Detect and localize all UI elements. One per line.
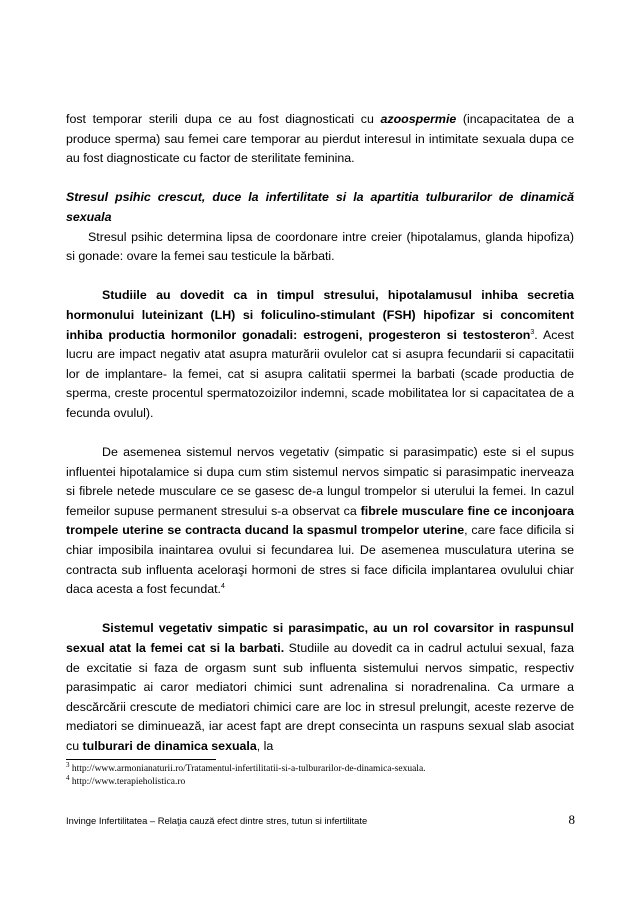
bold-text: fibrele musculare fine ce inconjoara trompele uterine se contracta ducand la spasmul trompelor uterine (66, 503, 574, 538)
body-text (66, 110, 574, 757)
page-footer: Invinge Infertilitatea – Relaţia cauză efect dintre stres, tutun si infertilitate (66, 815, 368, 826)
page-number: 8 (568, 812, 575, 827)
footnote-divider (66, 759, 216, 760)
footnote-number: 4 (66, 773, 70, 782)
paragraph-text: De asemenea sistemul nervos vegetativ (simpatic si parasimpatic) este si el supus influentei hipotalamice si dupa cum stim sistemul nervos simpatic si parasimpatic inerveaza si fibrele netede musculare ce se gasesc de-a lungul trompelor si uterului la femei. In cazul femeilor supuse permanent stresului s-a observat ca (66, 445, 574, 518)
footnote-link[interactable]: http://www.terapieholistica.ro (71, 777, 186, 787)
footnotes (66, 760, 574, 789)
footnote-ref-4[interactable]: 4 (221, 583, 225, 591)
paragraph-1 (66, 110, 574, 169)
paragraph-4 (66, 443, 574, 600)
paragraph-text: fost temporar sterili dupa ce au fost diagnosticati cu (66, 112, 381, 126)
paragraph-text: , la (256, 739, 274, 753)
paragraph-3 (66, 286, 574, 423)
bold-text: tulburari de dinamica sexuala (82, 739, 257, 753)
footnote-ref-3[interactable]: 3 (530, 328, 535, 336)
footnote-item (66, 760, 574, 776)
paragraph-text: . Acest lucru are impact negativ atat asupra maturării ovulelor cat si asupra fecundarii si capacitatii lor de implantare- la femei, cat si asupra calitatii spermei la barbati (scade productia de sperma, creste procentul spermatozoizilor indemni, scade mobilitatea lor si capacitatea de a fecunda ovulul). (66, 327, 574, 420)
paragraph-text: , care face dificila si chiar imposibila inaintarea ovului si fecundarea lui. De asemenea musculatura uterina se contracta sub influenta aceloraşi hormoni de stres si face dificila implantarea ovulului chiar daca acesta a fost fecundat. (66, 523, 574, 597)
footnote-number: 3 (66, 760, 70, 769)
footnote-link[interactable]: http://www.armonianaturii.ro/Tratamentul-infertilitatii-si-a-tulburarilor-de-dinamica-sexuala. (71, 764, 426, 774)
term-azoospermie: azoospermie (380, 112, 457, 126)
paragraph-text: Studiile au dovedit ca in cadrul actului sexual, faza de excitatie si faza de orgasm sunt sub influenta sistemului nervos simpatic, respectiv parasimpatic ai caror mediatori chimici sunt adrenalina si noradrenalina. Ca urmare a descărcării crescute de mediatori chimici care are loc in stresul prelungit, aceste rezerve de mediatori se diminuează, iar acest fapt are drept consecinta un raspuns sexual slab asociat cu (66, 641, 574, 753)
footnote-item (66, 773, 574, 789)
paragraph-2: Stresul psihic determina lipsa de coordonare intre creier (hipotalamus, glanda hipofiza) si gonade: ovare la femei sau testicule la bărbati. (66, 229, 574, 264)
bold-text: Sistemul vegetativ simpatic si parasimpatic, au un rol covarsitor in raspunsul sexual atat la femei cat si la barbati. (66, 621, 574, 656)
paragraph-5 (66, 619, 574, 756)
paragraph-text: (incapacitatea de a produce sperma) sau femei care temporar au pierdut interesul in intimitate sexuala dupa ce au fost diagnosticate cu factor de sterilitate feminina. (66, 112, 574, 166)
bold-text: Studiile au dovedit ca in timpul stresului, hipotalamusul inhiba secretia hormonului luteinizant (LH) si foliculino-stimulant (FSH) hipofizar si concomitent inhiba productia hormonilor gonadali: estrogeni, progesteron si testosteron (66, 288, 574, 342)
section-heading: Stresul psihic crescut, duce la infertilitate si la apartitia tulburarilor de dinamică sexuala (66, 190, 574, 224)
